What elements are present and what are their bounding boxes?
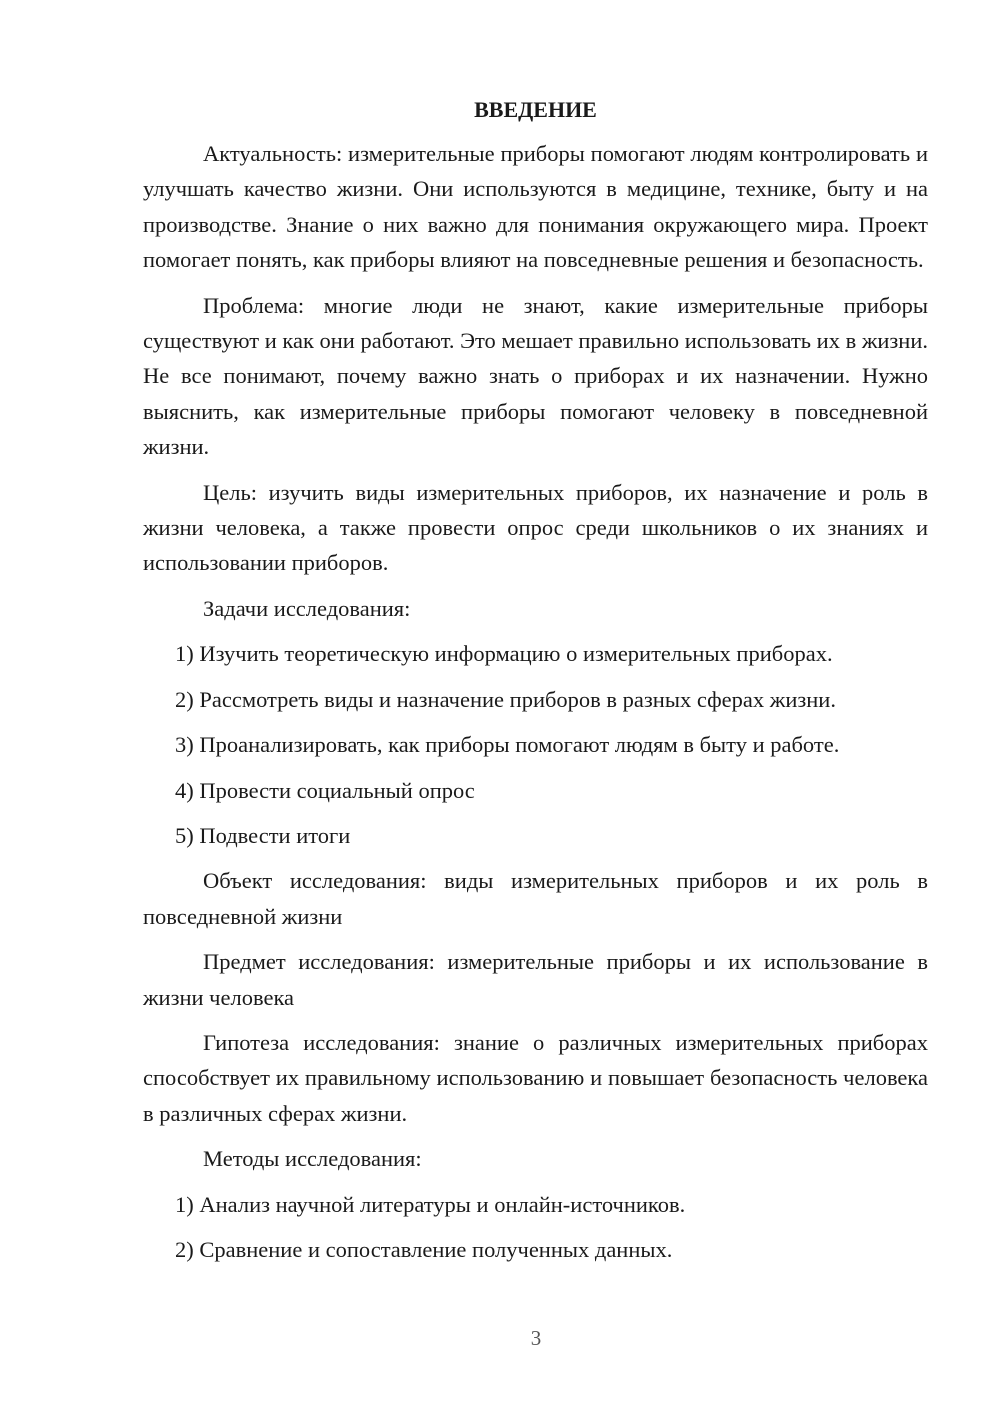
tasks-heading: Задачи исследования: (203, 595, 411, 621)
page-content (143, 92, 928, 1277)
task-item: 5) Подвести итоги (175, 822, 351, 848)
method-item: 1) Анализ научной литературы и онлайн-источников. (175, 1191, 686, 1217)
subject-paragraph: Предмет исследования: измерительные приборы и их использование в жизни человека (143, 949, 928, 1010)
task-item: 3) Проанализировать, как приборы помогают людям в быту и работе. (175, 732, 840, 758)
task-item: 2) Рассмотреть виды и назначение приборов в разных сферах жизни. (175, 686, 836, 712)
page-number: 3 (530, 1326, 542, 1350)
methods-heading: Методы исследования: (203, 1146, 422, 1172)
relevance-paragraph: Актуальность: измерительные приборы помогают людям контролировать и улучшать качество жизни. Они используются в медицине, технике, быту и на производстве. Знание о них важно для понимания окружающего мира. Проект помогает понять, как приборы влияют на повседневные решения и безопасность. (143, 141, 928, 273)
page-title: ВВЕДЕНИЕ (474, 97, 597, 122)
method-item: 2) Сравнение и сопоставление полученных данных. (175, 1236, 673, 1262)
object-paragraph: Объект исследования: виды измерительных приборов и их роль в повседневной жизни (143, 868, 928, 929)
goal-paragraph: Цель: изучить виды измерительных приборов, их назначение и роль в жизни человека, а также провести опрос среди школьников о их знаниях и использовании приборов. (143, 479, 928, 576)
task-item: 1) Изучить теоретическую информацию о измерительных приборах. (175, 641, 833, 667)
problem-paragraph: Проблема: многие люди не знают, какие измерительные приборы существуют и как они работают. Это мешает правильно использовать их в жизни. Не все понимают, почему важно знать о приборах и их назначении. Нужно выяснить, как измерительные приборы помогают человеку в повседневной жизни. (143, 292, 929, 460)
task-item: 4) Провести социальный опрос (175, 777, 475, 803)
hypothesis-paragraph: Гипотеза исследования: знание о различных измерительных приборах способствует их правильному использованию и повышает безопасность человека в различных сферах жизни. (143, 1029, 928, 1126)
